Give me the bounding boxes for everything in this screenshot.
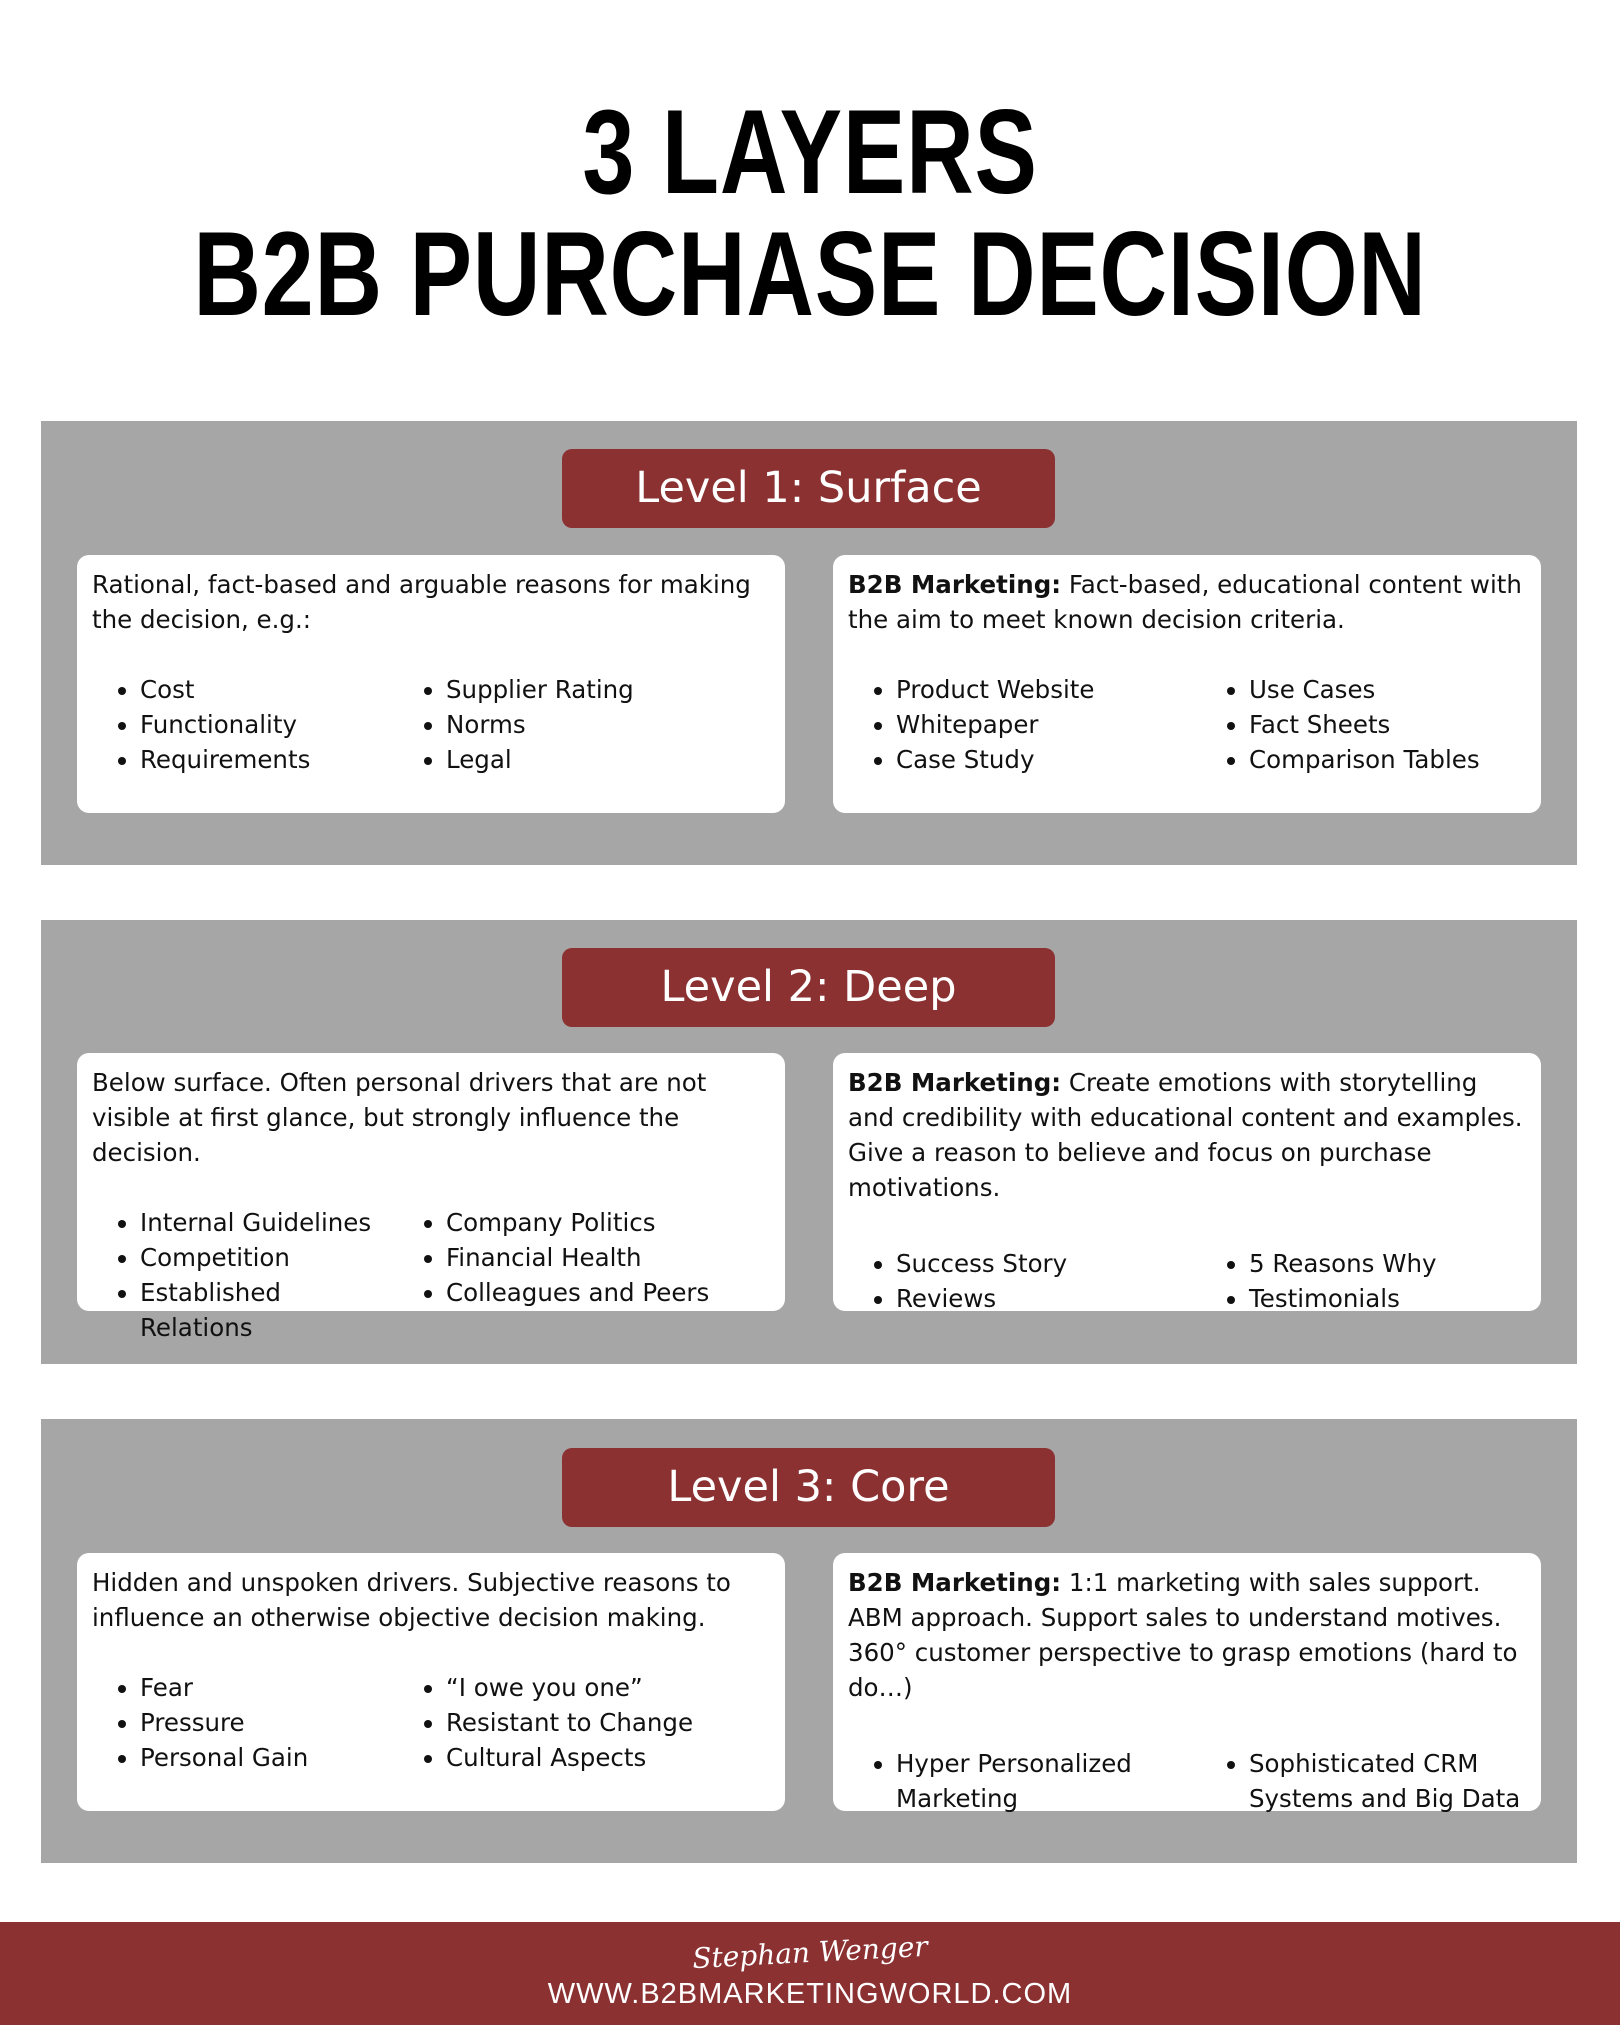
level-3-factors-col-2 <box>398 1670 770 1775</box>
level-1-heading: Level 1: Surface <box>562 449 1055 528</box>
marketing-label: B2B Marketing: <box>848 570 1062 599</box>
marketing-description: Fact-based, educational content with the aim to meet known decision criteria. <box>848 570 1522 634</box>
level-1-description: Rational, fact-based and arguable reasons for making the decision, e.g.: <box>92 570 751 634</box>
list-item: • Colleagues and Peers <box>446 1275 770 1310</box>
list-item: • Established Relations <box>140 1275 398 1345</box>
list-item: • Cost <box>140 672 398 707</box>
level-1-section <box>41 421 1577 865</box>
level-3-heading: Level 3: Core <box>562 1448 1055 1527</box>
list-item: • Requirements <box>140 742 398 777</box>
list-item: • Product Website <box>896 672 1201 707</box>
list-item: • Hyper Personalized Marketing <box>896 1746 1161 1816</box>
marketing-description: Create emotions with storytelling and credibility with educational content and examples. Give a reason to believe and focus on purchase motivations. <box>848 1068 1523 1202</box>
page-title <box>0 85 1620 341</box>
level-1-factors-col-2 <box>398 672 770 777</box>
list-item: • Case Study <box>896 742 1201 777</box>
list-item: • Norms <box>446 707 770 742</box>
list-item: • Personal Gain <box>140 1740 398 1775</box>
level-3-description: Hidden and unspoken drivers. Subjective reasons to influence an otherwise objective decision making. <box>92 1568 731 1632</box>
level-2-description-card <box>77 1053 785 1342</box>
list-item: • Company Politics <box>446 1205 770 1240</box>
list-item: • Use Cases <box>1249 672 1526 707</box>
level-1-description-card <box>77 555 785 813</box>
marketing-label: B2B Marketing: <box>848 1068 1062 1097</box>
list-item: • Cultural Aspects <box>446 1740 770 1775</box>
list-item: • Pressure <box>140 1705 398 1740</box>
footer <box>0 1922 1620 2025</box>
level-2-marketing-text <box>848 1065 1526 1205</box>
list-item: • Legal <box>446 742 770 777</box>
list-item: • “I owe you one” <box>446 1670 770 1705</box>
level-2-factors-col-2 <box>398 1205 770 1345</box>
list-item: • Whitepaper <box>896 707 1201 742</box>
level-3-content-col-2 <box>1201 1746 1526 1816</box>
level-2-section <box>41 920 1577 1364</box>
list-item: • Fear <box>140 1670 398 1705</box>
list-item: • Competition <box>140 1240 398 1275</box>
list-item: • Success Story <box>896 1246 1201 1281</box>
marketing-label: B2B Marketing: <box>848 1568 1062 1597</box>
level-2-content-col-1 <box>848 1246 1201 1316</box>
list-item: • Functionality <box>140 707 398 742</box>
list-item: • Supplier Rating <box>446 672 770 707</box>
level-2-content-col-2 <box>1201 1246 1526 1316</box>
list-item: • Comparison Tables <box>1249 742 1526 777</box>
list-item: • Sophisticated CRM Systems and Big Data <box>1249 1746 1526 1816</box>
list-item: • Resistant to Change <box>446 1705 770 1740</box>
level-1-content-col-2 <box>1201 672 1526 777</box>
list-item: • Reviews <box>896 1281 1201 1316</box>
level-3-marketing-text <box>848 1565 1526 1705</box>
level-3-marketing-card <box>833 1553 1541 1811</box>
level-3-section <box>41 1419 1577 1863</box>
website-link[interactable]: WWW.B2BMARKETINGWORLD.COM <box>547 1978 1073 2010</box>
level-2-marketing-card <box>833 1053 1541 1311</box>
list-item: • Testimonials <box>1249 1281 1526 1316</box>
level-2-description: Below surface. Often personal drivers that are not visible at first glance, but strongly influence the decision. <box>92 1068 707 1167</box>
level-1-content-col-1 <box>848 672 1201 777</box>
list-item: • Internal Guidelines <box>140 1205 398 1240</box>
level-3-content-col-1 <box>848 1746 1201 1816</box>
level-3-description-card <box>77 1553 785 1811</box>
list-item: • Financial Health <box>446 1240 770 1275</box>
author-signature: Stephan Wenger <box>691 1929 929 1976</box>
list-item: • 5 Reasons Why <box>1249 1246 1526 1281</box>
title-line-2: B2B PURCHASE DECISION <box>193 207 1427 341</box>
level-2-factors-col-1 <box>92 1205 398 1345</box>
level-1-marketing-card <box>833 555 1541 813</box>
level-3-factors-col-1 <box>92 1670 398 1775</box>
level-2-heading: Level 2: Deep <box>562 948 1055 1027</box>
title-line-1: 3 LAYERS <box>582 85 1038 219</box>
list-item: • Fact Sheets <box>1249 707 1526 742</box>
marketing-description: 1:1 marketing with sales support. ABM approach. Support sales to understand motives. 360° customer perspective to grasp emotions (hard to do…) <box>848 1568 1518 1702</box>
level-1-marketing-text <box>848 567 1526 637</box>
level-1-factors-col-1 <box>92 672 398 777</box>
